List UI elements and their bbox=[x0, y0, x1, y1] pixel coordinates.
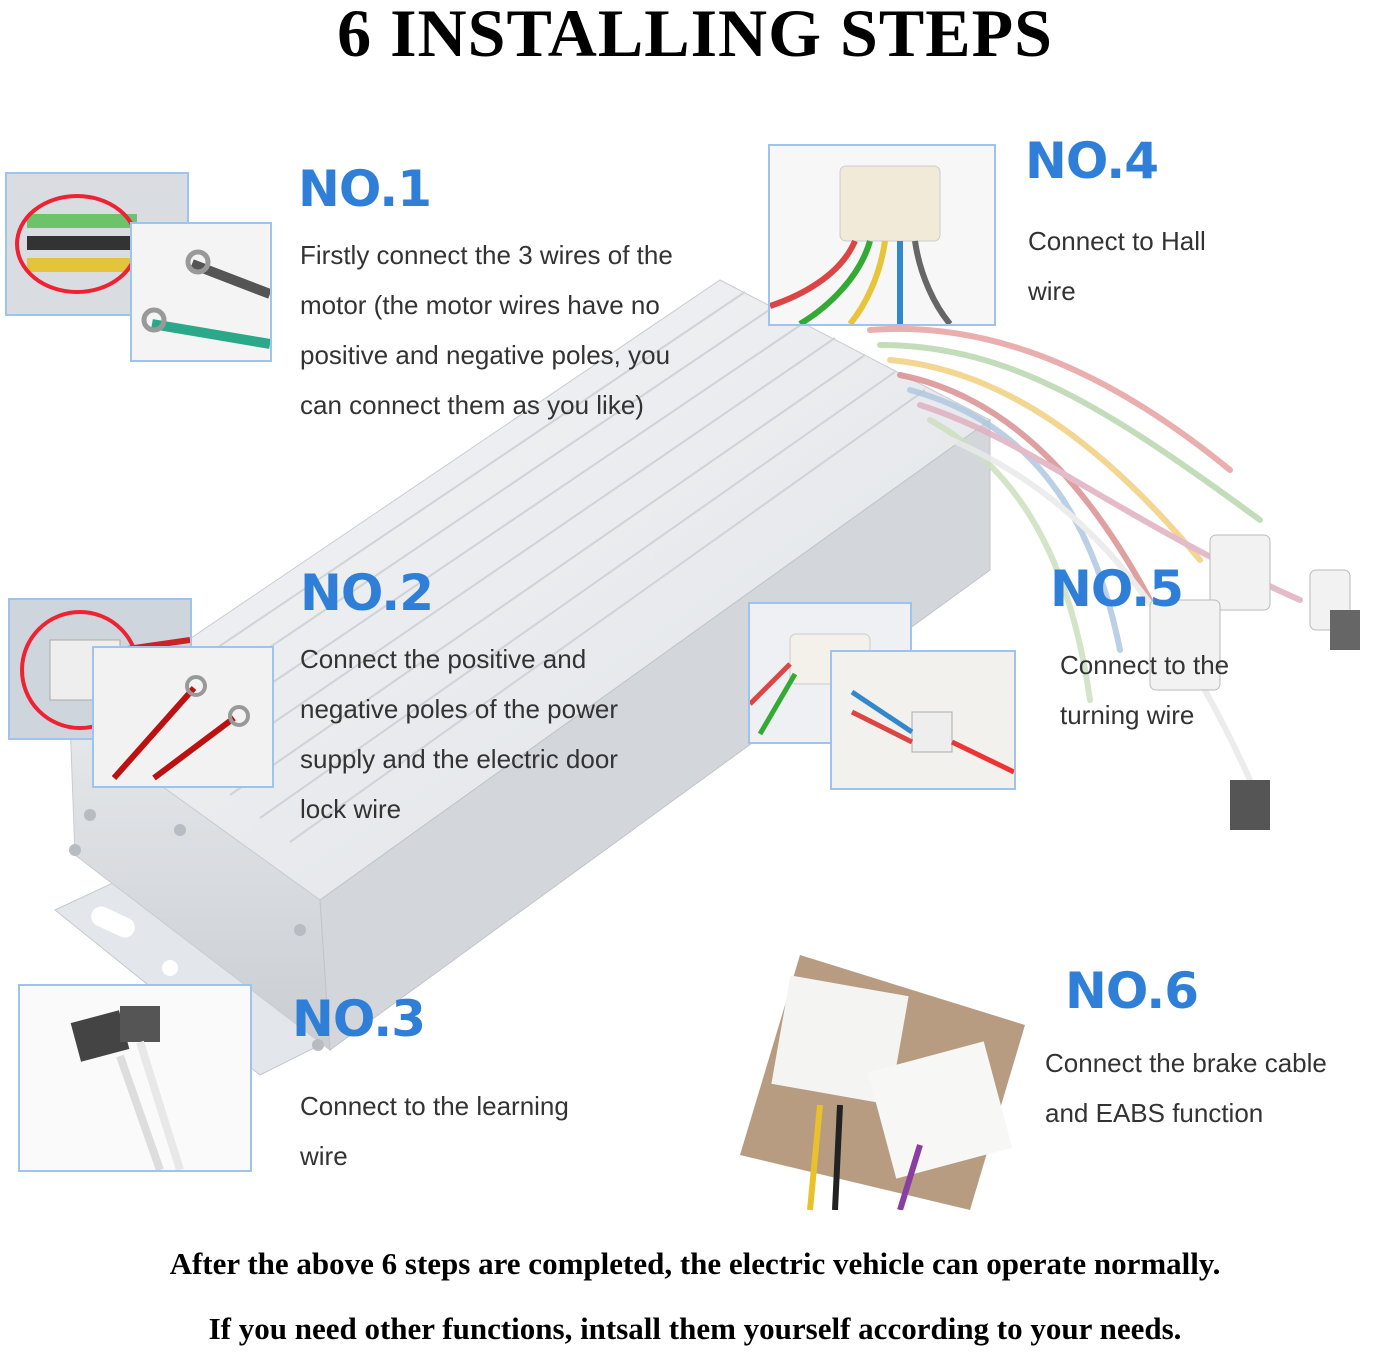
step-2-line: lock wire bbox=[300, 794, 402, 824]
step-6-line: Connect the brake cable bbox=[1045, 1048, 1327, 1078]
step-3-line: Connect to the learning bbox=[300, 1091, 569, 1121]
footer-line-2: If you need other functions, intsall them yourself according to your needs. bbox=[208, 1311, 1182, 1346]
step-1-text bbox=[300, 230, 673, 430]
step-4-line: Connect to Hall bbox=[1028, 226, 1206, 256]
footer-line-1: After the above 6 steps are completed, the electric vehicle can operate normally. bbox=[169, 1246, 1221, 1281]
step-5-line: Connect to the bbox=[1060, 650, 1230, 680]
step-2-text bbox=[300, 634, 618, 834]
step-4-line: wire bbox=[1028, 276, 1076, 306]
learning-wire-photo bbox=[18, 984, 252, 1172]
step-2-label: NO.2 bbox=[300, 564, 434, 622]
hall-connector-photo bbox=[768, 144, 996, 326]
turning-terminals-photo bbox=[830, 650, 1016, 790]
step-4-label: NO.4 bbox=[1025, 132, 1159, 190]
step-1-line: positive and negative poles, you bbox=[300, 340, 671, 370]
step-6-line: and EABS function bbox=[1045, 1098, 1264, 1128]
step-3-label: NO.3 bbox=[292, 990, 426, 1048]
step-1-label: NO.1 bbox=[298, 160, 432, 218]
step-1-line: Firstly connect the 3 wires of the bbox=[300, 240, 673, 270]
step-6-text bbox=[1045, 1038, 1327, 1138]
step-4-text bbox=[1028, 216, 1206, 316]
step-5-text bbox=[1060, 640, 1229, 740]
step-2-line: negative poles of the power bbox=[300, 694, 618, 724]
motor-terminals-photo bbox=[130, 222, 272, 362]
step-3-line: wire bbox=[300, 1141, 348, 1171]
step-5-label: NO.5 bbox=[1050, 560, 1184, 618]
step-3-text bbox=[300, 1081, 569, 1181]
step-1-line: motor (the motor wires have no bbox=[300, 290, 660, 320]
power-terminals-photo bbox=[92, 646, 274, 788]
step-1-line: can connect them as you like) bbox=[300, 390, 644, 420]
page-title: 6 INSTALLING STEPS bbox=[337, 0, 1053, 71]
step-2-line: supply and the electric door bbox=[300, 744, 618, 774]
step-6-label: NO.6 bbox=[1065, 962, 1199, 1020]
brake-connector-photo bbox=[740, 955, 1025, 1210]
step-2-line: Connect the positive and bbox=[300, 644, 587, 674]
step-5-line: turning wire bbox=[1060, 700, 1195, 730]
